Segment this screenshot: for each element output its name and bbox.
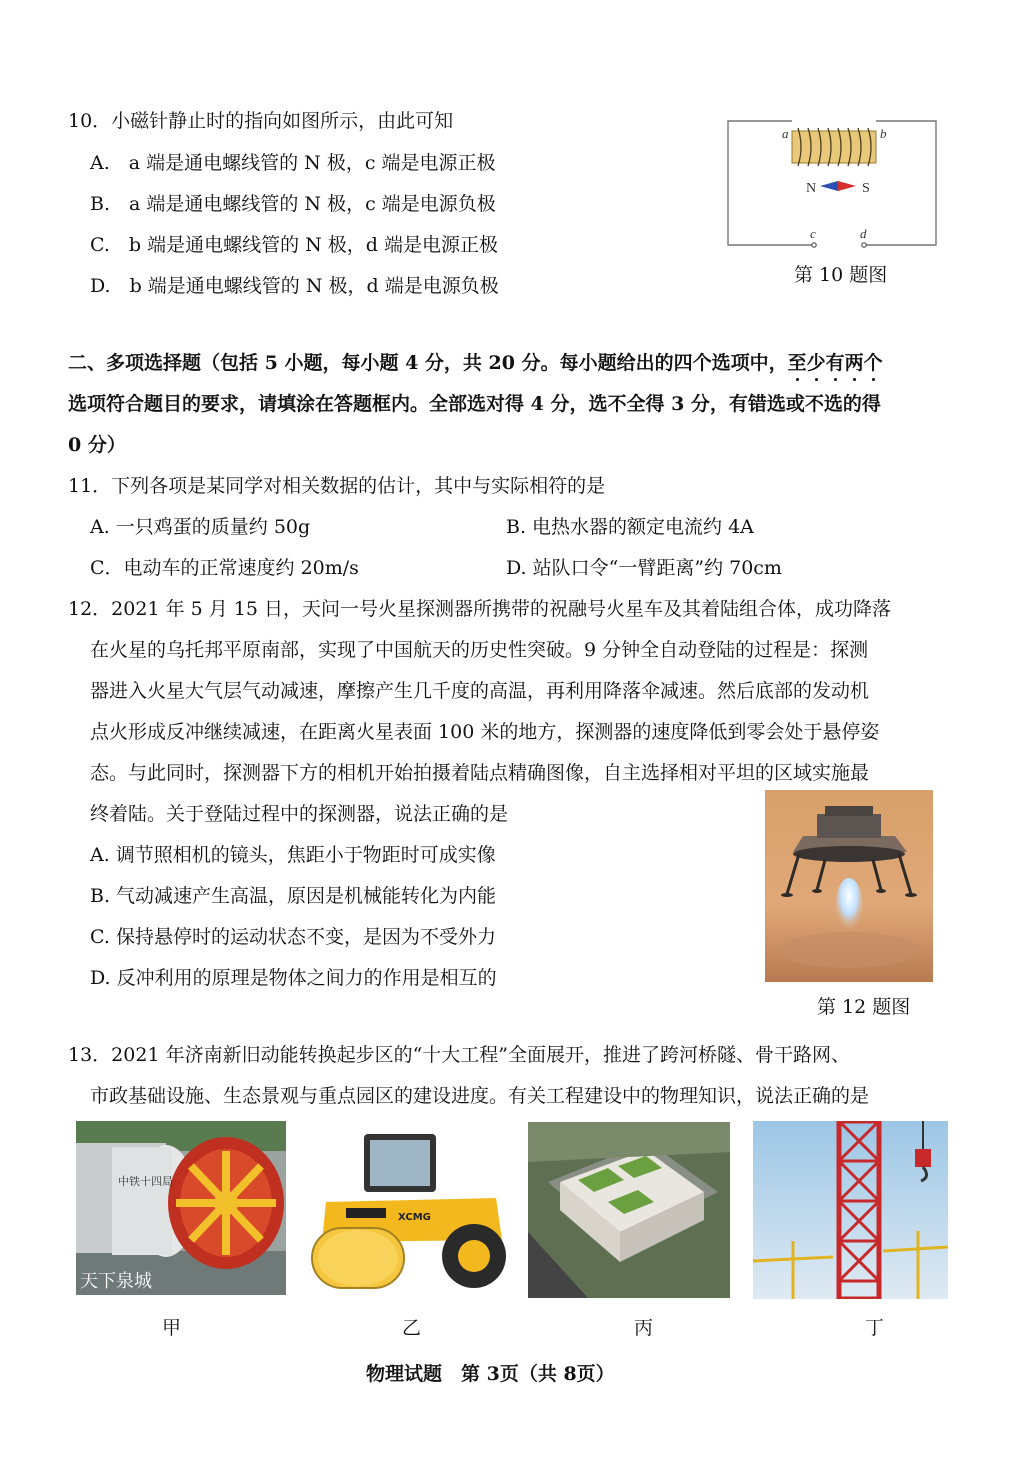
tower-crane-image [753, 1121, 948, 1299]
q13-stem-line2: 市政基础设施、生态景观与重点园区的建设进度。有关工程建设中的物理知识，说法正确的是 [90, 1085, 870, 1107]
q12-option-d: D. 反冲利用的原理是物体之间力的作用是相互的 [90, 967, 497, 989]
section2-line2: 选项符合题目的要求，请填涂在答题框内。全部选对得 4 分，选不全得 3 分，有错选或不选的得 [68, 393, 881, 415]
road-roller-image [306, 1128, 510, 1294]
q12-option-b: B. 气动减速产生高温，原因是机械能转化为内能 [90, 885, 497, 907]
q12-option-c: C. 保持悬停时的运动状态不变，是因为不受外力 [90, 926, 496, 948]
needle-s-label: S [862, 181, 870, 196]
mars-lander-image [765, 790, 933, 982]
image-caption-jia: 甲 [162, 1317, 182, 1339]
section2-line1 [68, 348, 883, 375]
q13-stem-line1: 13．2021 年济南新旧动能转换起步区的“十大工程”全面展开，推进了跨河桥隧、骨干路网、 [68, 1044, 850, 1066]
label-c: c [810, 226, 816, 241]
emphasis-char: 两 [844, 352, 864, 374]
image-caption-ding: 丁 [865, 1317, 885, 1339]
q10-figure [726, 118, 938, 250]
watermark-text: 天下泉城 [80, 1271, 152, 1292]
q11-option-d: D. 站队口令“一臂距离”约 70cm [506, 557, 782, 579]
q11-option-a: A. 一只鸡蛋的质量约 50g [90, 516, 311, 538]
section2-line3: 0 分） [68, 434, 126, 456]
emphasis-char: 有 [825, 352, 845, 374]
q11-option-b: B. 电热水器的额定电流约 4A [506, 516, 754, 538]
q12-option-a: A. 调节照相机的镜头，焦距小于物距时可成实像 [90, 844, 496, 866]
q12-stem-line4: 点火形成反冲继续减速，在距离火星表面 100 米的地方，探测器的速度降低到零会处于悬停姿 [90, 721, 880, 743]
q12-stem-line6: 终着陆。关于登陆过程中的探测器，说法正确的是 [90, 803, 509, 825]
q12-stem-line5: 态。与此同时，探测器下方的相机开始拍摄着陆点精确图像，自主选择相对平坦的区域实施最 [90, 762, 870, 784]
q11-stem: 11．下列各项是某同学对相关数据的估计，其中与实际相符的是 [68, 475, 606, 497]
emphasis-char: 至 [787, 352, 807, 374]
tbm-brand-text: 中铁十四局 [118, 1175, 173, 1188]
q11-option-c: C．电动车的正常速度约 20m/s [90, 557, 359, 579]
image-caption-bing: 丙 [634, 1317, 654, 1339]
emphasis-char: 个 [863, 352, 883, 374]
page-footer: 物理试题 第 3页（共 8页） [366, 1363, 615, 1385]
q12-figure-caption: 第 12 题图 [817, 996, 911, 1018]
q10-option-b: B. a 端是通电螺线管的 N 极，c 端是电源负极 [90, 193, 496, 215]
solenoid-circuit-diagram [726, 118, 938, 250]
emphasis-char: 少 [806, 352, 826, 374]
q10-figure-caption: 第 10 题图 [794, 264, 888, 286]
section2-line1-text: 二、多项选择题（包括 5 小题，每小题 4 分，共 20 分。每小题给出的四个选项中， [68, 352, 788, 374]
label-d: d [860, 226, 867, 241]
label-b: b [880, 126, 887, 141]
q10-option-a: A. a 端是通电螺线管的 N 极，c 端是电源正极 [90, 152, 496, 174]
label-a: a [782, 126, 789, 141]
q10-stem: 10．小磁针静止时的指向如图所示，由此可知 [68, 110, 454, 132]
image-caption-yi: 乙 [402, 1317, 422, 1339]
tunnel-boring-machine-image [76, 1121, 286, 1295]
q12-stem-line2: 在火星的乌托邦平原南部，实现了中国航天的历史性突破。9 分钟全自动登陆的过程是：探测 [90, 639, 869, 661]
q12-stem-line1: 12．2021 年 5 月 15 日，天问一号火星探测器所携带的祝融号火星车及其着陆组合体，成功降落 [68, 598, 891, 620]
needle-n-label: N [806, 181, 817, 196]
q10-option-d: D. b 端是通电螺线管的 N 极，d 端是电源负极 [90, 275, 499, 297]
industrial-park-image [528, 1122, 730, 1298]
xcmg-brand-text: XCMG [398, 1212, 431, 1223]
q12-stem-line3: 器进入火星大气层气动减速，摩擦产生几千度的高温，再利用降落伞减速。然后底部的发动机 [90, 680, 870, 702]
q10-option-c: C. b 端是通电螺线管的 N 极，d 端是电源正极 [90, 234, 499, 256]
